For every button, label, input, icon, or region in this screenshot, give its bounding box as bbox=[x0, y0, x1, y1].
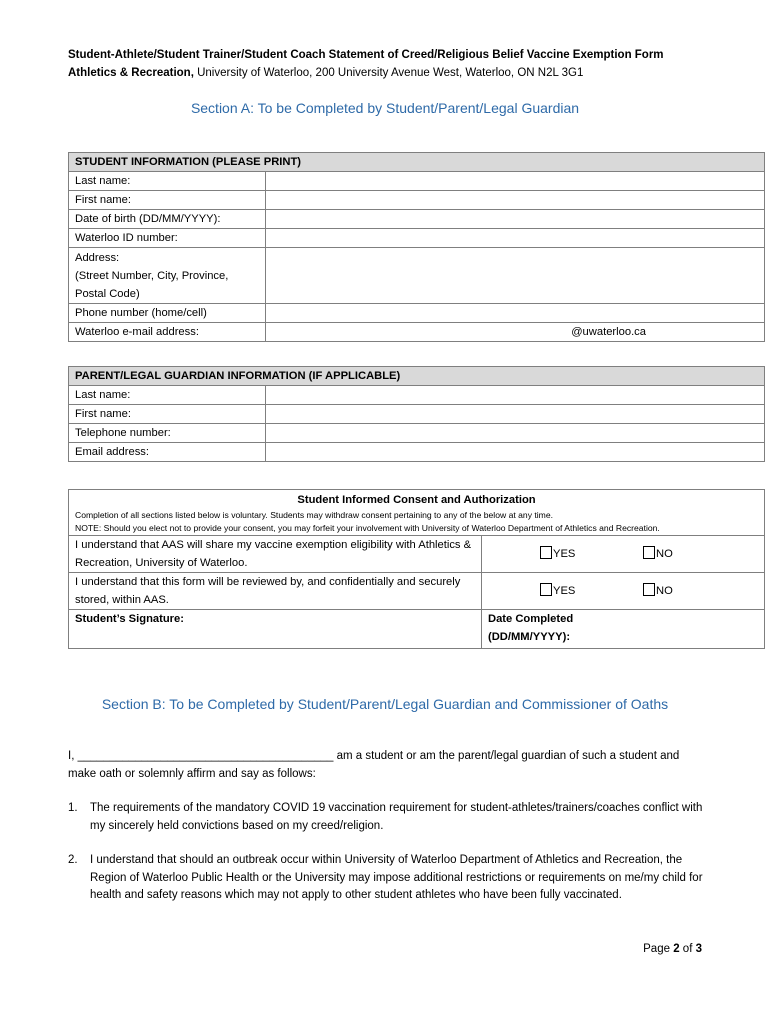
consent-options-1 bbox=[482, 536, 765, 573]
yes-label: YES bbox=[553, 548, 576, 560]
guardian-info-table bbox=[68, 366, 765, 462]
page-word: Page bbox=[643, 943, 674, 955]
yes-label: YES bbox=[553, 585, 576, 597]
consent-question-2: I understand that this form will be reviewed by, and confidentially and securely stored, within AAS. bbox=[69, 573, 482, 610]
oath-intro: I, ________________________________________ am a student or am the parent/legal guardian of such a student and make oath or solemnly affirm and say as follows: bbox=[68, 750, 680, 780]
consent-1-yes-option[interactable] bbox=[540, 545, 575, 563]
guardian-last-name-field[interactable] bbox=[266, 386, 765, 405]
form-address-text: University of Waterloo, 200 University Avenue West, Waterloo, ON N2L 3G1 bbox=[193, 67, 584, 79]
student-first-name-field[interactable] bbox=[266, 191, 765, 210]
consent-title: Student Informed Consent and Authorization bbox=[69, 490, 765, 510]
student-first-name-label: First name: bbox=[69, 191, 266, 210]
student-info-table bbox=[68, 152, 765, 342]
checkbox-icon[interactable] bbox=[643, 546, 655, 559]
total-pages: 3 bbox=[695, 943, 702, 955]
checkbox-icon[interactable] bbox=[540, 583, 552, 596]
consent-question-1: I understand that AAS will share my vaccine exemption eligibility with Athletics & Recreation, University of Waterloo. bbox=[69, 536, 482, 573]
consent-table bbox=[68, 489, 765, 649]
oath-item-1-number: 1. bbox=[68, 802, 78, 814]
guardian-first-name-field[interactable] bbox=[266, 405, 765, 424]
guardian-email-label: Email address: bbox=[69, 443, 266, 462]
oath-item-2-text: I understand that should an outbreak occur within University of Waterloo Department of Athletics and Recreation, the Region of Waterloo Public Health or the University may impose additional restrictions or requirements on me/my child for health and safety reasons which may not apply to other student athletes who have been fully vaccinated. bbox=[90, 854, 703, 901]
guardian-info-heading: PARENT/LEGAL GUARDIAN INFORMATION (IF APPLICABLE) bbox=[69, 367, 765, 386]
student-email-field[interactable] bbox=[266, 323, 765, 342]
student-dob-label: Date of birth (DD/MM/YYYY): bbox=[69, 210, 266, 229]
no-label: NO bbox=[656, 548, 673, 560]
consent-note bbox=[69, 509, 765, 536]
oath-item-1-text: The requirements of the mandatory COVID 19 vaccination requirement for student-athletes/trainers/coaches conflict with my sincerely held convictions based on my creed/religion. bbox=[90, 802, 703, 832]
student-address-label: Address: (Street Number, City, Province, Postal Code) bbox=[69, 248, 266, 304]
student-id-field[interactable] bbox=[266, 229, 765, 248]
student-email-label: Waterloo e-mail address: bbox=[69, 323, 266, 342]
oath-item-2-number: 2. bbox=[68, 854, 78, 866]
student-signature-label: Student’s Signature: bbox=[75, 613, 184, 625]
date-completed-field[interactable] bbox=[482, 610, 765, 649]
guardian-first-name-label: First name: bbox=[69, 405, 266, 424]
student-phone-field[interactable] bbox=[266, 304, 765, 323]
section-a-title: Section A: To be Completed by Student/Parent/Legal Guardian bbox=[190, 100, 580, 116]
student-phone-label: Phone number (home/cell) bbox=[69, 304, 266, 323]
consent-1-no-option[interactable] bbox=[643, 545, 673, 563]
no-label: NO bbox=[656, 585, 673, 597]
guardian-phone-label: Telephone number: bbox=[69, 424, 266, 443]
page-number bbox=[643, 943, 702, 955]
consent-options-2 bbox=[482, 573, 765, 610]
guardian-email-field[interactable] bbox=[266, 443, 765, 462]
student-id-label: Waterloo ID number: bbox=[69, 229, 266, 248]
consent-2-yes-option[interactable] bbox=[540, 582, 575, 600]
student-address-field[interactable] bbox=[266, 248, 765, 304]
oath-item-1 bbox=[68, 800, 708, 835]
section-b-title: Section B: To be Completed by Student/Parent/Legal Guardian and Commissioner of Oaths bbox=[101, 696, 669, 712]
form-address bbox=[68, 65, 583, 82]
checkbox-icon[interactable] bbox=[540, 546, 552, 559]
current-page: 2 bbox=[673, 943, 680, 955]
email-domain-suffix: @uwaterloo.ca bbox=[571, 326, 646, 338]
of-word: of bbox=[679, 943, 696, 955]
guardian-phone-field[interactable] bbox=[266, 424, 765, 443]
student-signature-field[interactable] bbox=[69, 610, 482, 649]
checkbox-icon[interactable] bbox=[643, 583, 655, 596]
consent-note-voluntary: Completion of all sections listed below is voluntary. Students may withdraw consent pertaining to any of the below at any time. bbox=[75, 510, 553, 520]
student-info-heading: STUDENT INFORMATION (PLEASE PRINT) bbox=[69, 153, 765, 172]
student-last-name-label: Last name: bbox=[69, 172, 266, 191]
oath-item-2 bbox=[68, 852, 708, 905]
form-department: Athletics & Recreation, bbox=[68, 67, 194, 79]
guardian-last-name-label: Last name: bbox=[69, 386, 266, 405]
form-title: Student-Athlete/Student Trainer/Student Coach Statement of Creed/Religious Belief Vaccine Exemption Form bbox=[68, 49, 664, 61]
student-dob-field[interactable] bbox=[266, 210, 765, 229]
student-last-name-field[interactable] bbox=[266, 172, 765, 191]
date-completed-label: Date Completed (DD/MM/YYYY): bbox=[488, 613, 574, 643]
consent-note-warning: NOTE: Should you elect not to provide your consent, you may forfeit your involvement with University of Waterloo Department of Athletics and Recreation. bbox=[75, 523, 660, 533]
consent-2-no-option[interactable] bbox=[643, 582, 673, 600]
